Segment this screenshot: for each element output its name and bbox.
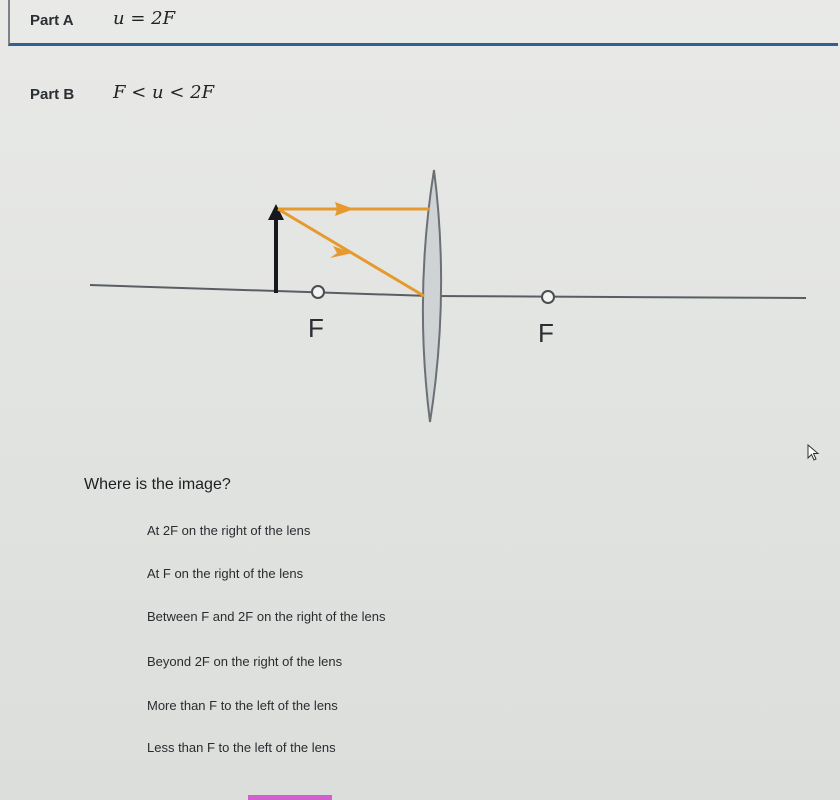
focal-label-left: F: [308, 313, 324, 343]
ray-parallel-arrowhead: [335, 202, 354, 216]
answer-option[interactable]: Less than F to the left of the lens: [147, 740, 336, 755]
answer-option[interactable]: At F on the right of the lens: [147, 566, 304, 581]
part-b-equation: F < u < 2F: [113, 82, 215, 103]
focal-point-left: [312, 286, 324, 298]
bottom-accent-bar: [248, 795, 332, 800]
focal-point-right: [542, 291, 554, 303]
answer-option[interactable]: At 2F on the right of the lens: [147, 523, 311, 538]
answer-option[interactable]: More than F to the left of the lens: [147, 698, 338, 713]
principal-axis-left: [90, 285, 430, 296]
principal-axis-right: [430, 296, 806, 298]
mouse-cursor-icon: [806, 444, 822, 462]
lens-ray-diagram: [0, 150, 840, 430]
answer-option[interactable]: Beyond 2F on the right of the lens: [147, 654, 343, 669]
question-text: Where is the image?: [84, 476, 231, 493]
focal-label-right: F: [538, 318, 554, 348]
part-a-equation: u = 2F: [113, 8, 176, 29]
part-a-label: Part A: [30, 12, 74, 29]
part-b-label: Part B: [30, 86, 75, 103]
answer-option[interactable]: Between F and 2F on the right of the lens: [147, 609, 386, 624]
